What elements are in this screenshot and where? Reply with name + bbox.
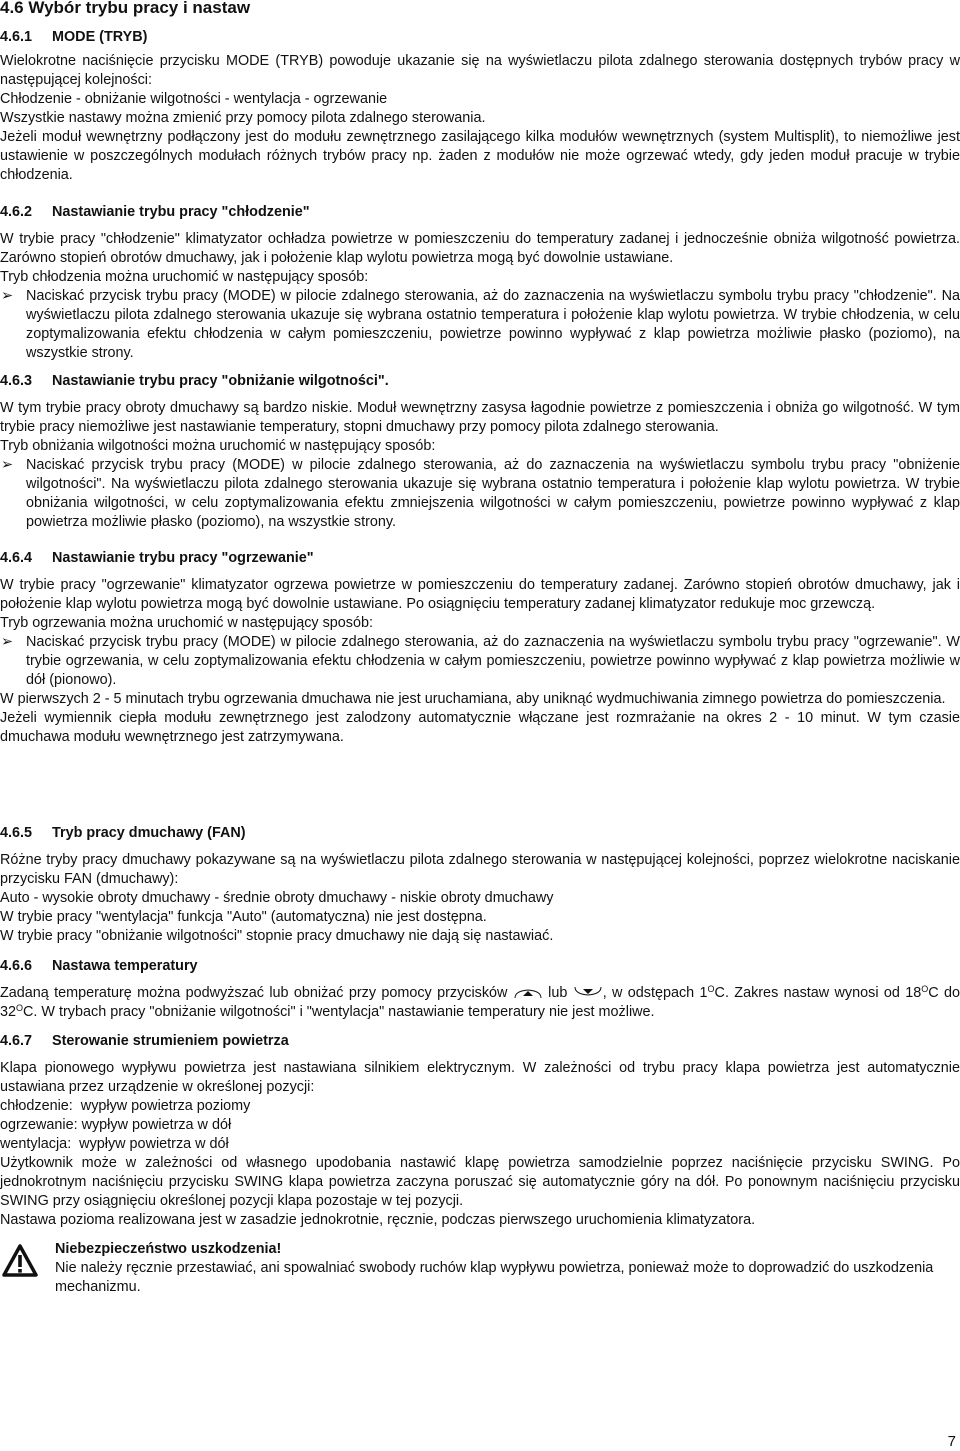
paragraph: Auto - wysokie obroty dmuchawy - średnie obroty dmuchawy - niskie obroty dmuchawy: [0, 890, 554, 906]
page-number: 7: [947, 1433, 956, 1450]
paragraph: Wszystkie nastawy można zmienić przy pomocy pilota zdalnego sterowania.: [0, 110, 486, 126]
subsection-number: 4.6.7: [0, 1033, 33, 1049]
subsection-title: Tryb pracy dmuchawy (FAN): [52, 825, 246, 841]
subsection-heading: [0, 372, 960, 391]
subsection-number: 4.6.3: [0, 373, 33, 389]
paragraph: Nastawa pozioma realizowana jest w zasadzie jednokrotnie, ręcznie, podczas pierwszego uruchomienia klimatyzatora.: [0, 1212, 756, 1228]
bullet-arrow-icon: ➢: [1, 457, 14, 473]
paragraph: Użytkownik może w zależności od własnego upodobania nastawić klapę powietrza samodzielnie poprzez naciśnięcie przycisku SWING. Po jednokrotnym naciśnięciu przycisku SWING klapa powietrza zaczyna poruszać się automatycznie góry na dół. Po ponownym naciśnięciu przycisku SWING przy osiągnięciu określonej pozycji klapa pozostaje w tej pozycji.: [0, 1155, 960, 1209]
section-mode: [0, 28, 960, 185]
text-run: C. W trybach pracy "obniżanie wilgotności" i "wentylacja" nastawianie temperatury nie jest możliwe.: [23, 1004, 655, 1020]
warning-triangle-icon: [2, 1244, 38, 1284]
list-line: ogrzewanie: wypływ powietrza w dół: [0, 1117, 232, 1133]
text-run: C do 32: [0, 985, 960, 1020]
subsection-title: Nastawianie trybu pracy "ogrzewanie": [52, 550, 314, 566]
section-fan: [0, 824, 960, 946]
subsection-title: Sterowanie strumieniem powietrza: [52, 1033, 289, 1049]
warning-content: [55, 1240, 960, 1297]
paragraph: W trybie pracy "obniżanie wilgotności" stopnie pracy dmuchawy nie dają się nastawiać.: [0, 928, 554, 944]
paragraph: Chłodzenie - obniżanie wilgotności - wentylacja - ogrzewanie: [0, 91, 388, 107]
section-temperature: [0, 957, 960, 1022]
list-line: chłodzenie: wypływ powietrza poziomy: [0, 1098, 251, 1114]
section-cooling: [0, 203, 960, 363]
degree-sign: O: [16, 1003, 24, 1013]
subsection-heading: [0, 824, 960, 843]
paragraph: W trybie pracy "chłodzenie" klimatyzator ochładza powietrze w pomieszczeniu do temperatury zadanej i jednocześnie obniża wilgotność powietrza. Zarówno stopień obrotów dmuchawy, jak i położenie klap wylotu powietrza mogą być dowolnie ustawiane.: [0, 231, 960, 266]
paragraph: [0, 984, 960, 1022]
degree-sign: O: [707, 984, 715, 994]
warning-title: Niebezpieczeństwo uszkodzenia!: [55, 1241, 282, 1257]
bullet-item: [0, 633, 960, 690]
subsection-number: 4.6.4: [0, 550, 33, 566]
list-line: wentylacja: wypływ powietrza w dół: [0, 1136, 229, 1152]
paragraph: Różne tryby pracy dmuchawy pokazywane są na wyświetlaczu pilota zdalnego sterowania w następującej kolejności, poprzez wielokrotne naciskanie przycisku FAN (dmuchawy):: [0, 852, 960, 887]
subsection-heading: [0, 28, 960, 47]
paragraph: Klapa pionowego wypływu powietrza jest nastawiana silnikiem elektrycznym. W zależności od trybu pracy klapa powietrza jest automatycznie ustawiana przez urządzenie w określonej pozycji:: [0, 1060, 960, 1095]
text-run: lub: [548, 985, 568, 1001]
section-heating: [0, 549, 960, 747]
subsection-number: 4.6.5: [0, 825, 33, 841]
subsection-heading: [0, 203, 960, 222]
bullet-text: Naciskać przycisk trybu pracy (MODE) w pilocie zdalnego sterowania, aż do zaznaczenia na wyświetlaczu symbolu trybu pracy "chłodzenie". Na wyświetlaczu pilota zdalnego sterowania ukazuje się wybrana ostatnio temperatura i położenie klap wylotu powietrza. W trybie chłodzenia, w celu zoptymalizowania efektu chłodzenia w całym pomieszczeniu, powietrze powinno wypływać z klap powietrza możliwie płasko (poziomo), na wszystkie strony.: [26, 288, 960, 361]
paragraph: Tryb chłodzenia można uruchomić w następujący sposób:: [0, 269, 369, 285]
subsection-number: 4.6.2: [0, 204, 33, 220]
paragraph: W tym trybie pracy obroty dmuchawy są bardzo niskie. Moduł wewnętrzny zasysa łagodnie powietrze z pomieszczenia i obniża go wilgotność. W tym trybie pracy niemożliwe jest nastawianie temperatury, stopni dmuchawy przy pomocy pilota zdalnego sterowania.: [0, 400, 960, 435]
bullet-item: [0, 456, 960, 532]
bullet-arrow-icon: ➢: [1, 634, 14, 650]
subsection-title: MODE (TRYB): [52, 29, 148, 45]
temperature-down-button-icon: [573, 986, 603, 999]
bullet-arrow-icon: ➢: [1, 288, 14, 304]
paragraph: Tryb ogrzewania można uruchomić w następujący sposób:: [0, 615, 374, 631]
section-airflow: [0, 1032, 960, 1230]
paragraph: W pierwszych 2 - 5 minutach trybu ogrzewania dmuchawa nie jest uruchamiana, aby uniknąć wydmuchiwania zimnego powietrza do pomieszczenia.: [0, 691, 946, 707]
subsection-number: 4.6.1: [0, 29, 33, 45]
section-heading: 4.6 Wybór trybu pracy i nastaw: [0, 0, 251, 17]
paragraph: Wielokrotne naciśnięcie przycisku MODE (TRYB) powoduje ukazanie się na wyświetlaczu pilota zdalnego sterowania dostępnych trybów pracy w następującej kolejności:: [0, 53, 960, 88]
paragraph: Jeżeli moduł wewnętrzny podłączony jest do modułu zewnętrznego zasilającego kilka modułów wewnętrznych (system Multisplit), to niemożliwe jest ustawienie w poszczególnych modułach różnych trybów pracy np. żaden z modułów nie może ogrzewać wtedy, gdy jeden moduł pracuje w trybie chłodzenia.: [0, 129, 960, 183]
subsection-heading: [0, 1032, 960, 1051]
paragraph: W trybie pracy "wentylacja" funkcja "Auto" (automatyczna) nie jest dostępna.: [0, 909, 487, 925]
subsection-heading: [0, 549, 960, 568]
subsection-title: Nastawa temperatury: [52, 958, 198, 974]
subsection-title: Nastawianie trybu pracy "obniżanie wilgotności".: [52, 373, 389, 389]
paragraph: Tryb obniżania wilgotności można uruchomić w następujący sposób:: [0, 438, 436, 454]
subsection-number: 4.6.6: [0, 958, 33, 974]
temperature-up-button-icon: [513, 986, 543, 999]
subsection-title: Nastawianie trybu pracy "chłodzenie": [52, 204, 310, 220]
bullet-text: Naciskać przycisk trybu pracy (MODE) w pilocie zdalnego sterowania, aż do zaznaczenia na wyświetlaczu symbolu trybu pracy "obniżenie wilgotności". Na wyświetlaczu pilota zdalnego sterowania ukazuje się wybrana ostatnio temperatura i położenie klap wylotu powietrza. W trybie obniżania wilgotności, w celu zoptymalizowania efektu zmniejszenia wilgotności w całym pomieszczeniu, powietrze powinno wypływać z klap powietrza możliwie płasko (poziomo), na wszystkie strony.: [26, 457, 960, 530]
text-run: , w odstępach 1: [602, 985, 708, 1001]
paragraph: W trybie pracy "ogrzewanie" klimatyzator ogrzewa powietrze w pomieszczeniu do temperatury zadanej. Zarówno stopień obrotów dmuchawy, jak i położenie klap wylotu powietrza mogą być dowolnie ustawiane. Po osiągnięciu temperatury zadanej klimatyzator redukuje moc grzewczą.: [0, 577, 960, 612]
bullet-text: Naciskać przycisk trybu pracy (MODE) w pilocie zdalnego sterowania, aż do zaznaczenia na wyświetlaczu symbolu trybu pracy "ogrzewanie". W trybie ogrzewania, w celu zoptymalizowania efektu chłodzenia w całym pomieszczeniu, powietrze powinno wypływać z klap powietrza możliwie w dół (pionowo).: [26, 634, 960, 688]
text-run: C. Zakres nastaw wynosi od 18: [714, 985, 922, 1001]
paragraph: Jeżeli wymiennik ciepła modułu zewnętrznego jest zalodzony automatycznie włączane jest rozmrażanie na okres 2 - 10 minut. W tym czasie dmuchawa modułu wewnętrznego jest zatrzymywana.: [0, 710, 960, 745]
subsection-heading: [0, 957, 960, 976]
bullet-item: [0, 287, 960, 363]
text-run: Zadaną temperaturę można podwyższać lub obniżać przy pomocy przycisków: [0, 985, 508, 1001]
degree-sign: O: [921, 984, 929, 994]
section-dehumidify: [0, 372, 960, 532]
warning-text: Nie należy ręcznie przestawiać, ani spowalniać swobody ruchów klap wypływu powietrza, ponieważ może to doprowadzić do uszkodzenia mechanizmu.: [55, 1260, 934, 1295]
